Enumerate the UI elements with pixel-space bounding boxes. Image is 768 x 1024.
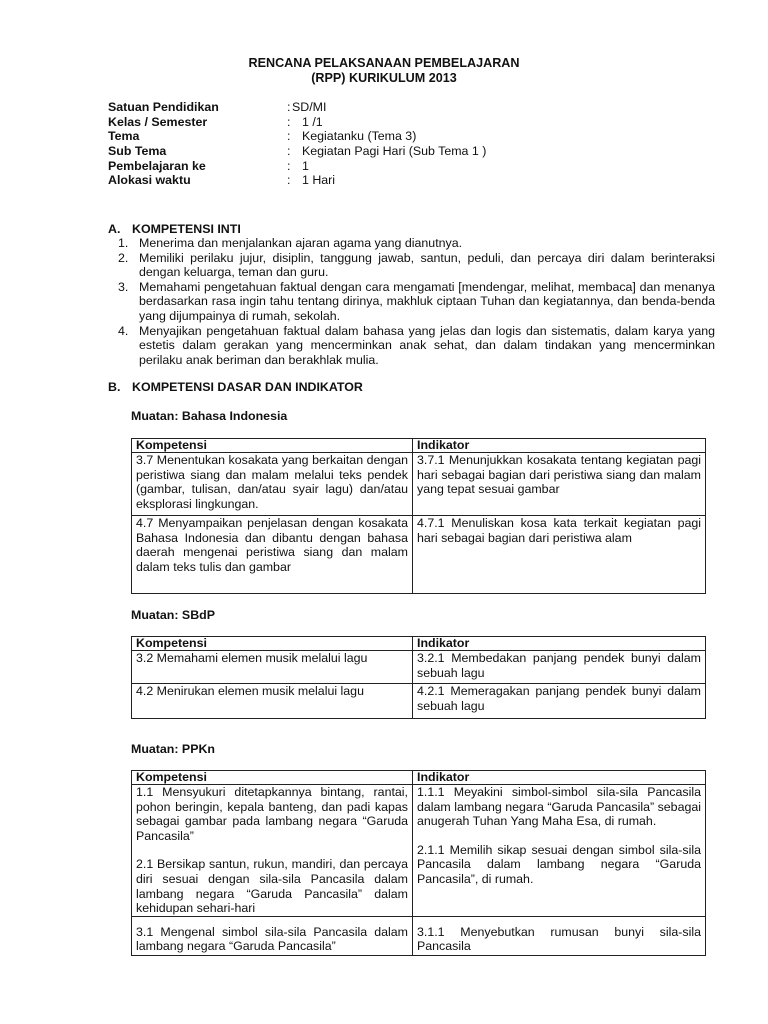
header-kompetensi: Kompetensi (132, 439, 413, 453)
list-number: 4. (118, 323, 129, 338)
list-text: Memahami pengetahuan faktual dengan cara mengamati [mendengar, melihat, membaca] dan menanya berdasarkan rasa ingin tahu tentang dirinya, makhluk ciptaan Tuhan dan kegiatannya, dan benda-benda yang dijumpainya di rumah, sekolah. (139, 279, 715, 323)
info-label: Tema (108, 129, 140, 144)
cell-text: 1.1 Mensyukuri ditetapkannya bintang, rantai, pohon beringin, kepala banteng, dan padi kapas sebagai gambar pada lambang negara “Garuda Pancasila” (136, 785, 408, 843)
info-label: Sub Tema (108, 144, 167, 159)
section-heading-kompetensi-inti (108, 222, 241, 237)
info-colon: : (287, 158, 291, 173)
info-value: 1 (302, 158, 309, 173)
table-row (132, 651, 706, 684)
identity-block (108, 100, 668, 188)
cell-text: 3.1.1 Menyebutkan rumusan bunyi sila-sila Pancasila (417, 924, 701, 954)
table-row (132, 916, 706, 955)
document-title: RENCANA PELAKSANAAN PEMBELAJARAN (248, 56, 520, 70)
table-row (132, 516, 706, 594)
kd-table-sbdp (131, 636, 706, 719)
list-number: 1. (118, 236, 129, 250)
cell-text: 4.2.1 Memeragakan panjang pendek bunyi dalam sebuah lagu (417, 684, 701, 713)
info-row (108, 159, 668, 174)
cell-text: 3.2.1 Membedakan panjang pendek bunyi dalam sebuah lagu (417, 651, 701, 680)
muatan-heading-ppkn: Muatan: PPKn (131, 742, 215, 756)
table-row (132, 453, 706, 516)
info-value: 1 Hari (302, 173, 336, 188)
cell-text: 4.7 Menyampaikan penjelasan dengan kosakata Bahasa Indonesia dan dibantu dengan bahasa daerah mengenai peristiwa siang dan malam dalam teks tulis dan gambar (136, 516, 408, 574)
list-item (108, 280, 715, 324)
cell-indikator (413, 516, 706, 594)
cell-text: 4.7.1 Menuliskan kosa kata terkait kegiatan pagi hari sebagai bagian dari peristiwa alam (417, 516, 701, 545)
list-text: Menerima dan menjalankan ajaran agama yang dianutnya. (139, 236, 463, 250)
info-value: Kegiatanku (Tema 3) (302, 129, 417, 144)
cell-text: 3.1 Mengenal simbol sila-sila Pancasila dalam lambang negara “Garuda Pancasila” (136, 924, 408, 954)
info-label: Pembelajaran ke (108, 158, 206, 173)
section-letter: A. (108, 222, 121, 236)
cell-text: 3.2 Memahami elemen musik melalui lagu (136, 651, 368, 665)
kd-table-ppkn (131, 770, 706, 956)
cell-kompetensi (132, 684, 413, 719)
cell-kompetensi (132, 453, 413, 516)
cell-text: 1.1.1 Meyakini simbol-simbol sila-sila Pancasila dalam lambang negara “Garuda Pancasila” sebagai anugerah Tuhan Yang Maha Esa, di rumah. (417, 785, 701, 829)
info-value: Kegiatan Pagi Hari (Sub Tema 1 ) (302, 144, 487, 159)
info-row (108, 115, 668, 130)
table-row (132, 684, 706, 719)
list-item (108, 251, 715, 280)
cell-text: 2.1.1 Memilih sikap sesuai dengan simbol sila-sila Pancasila dalam lambang negara “Garuda Pancasila”, di rumah. (417, 842, 701, 886)
cell-kompetensi (132, 516, 413, 594)
cell-text: 4.2 Menirukan elemen musik melalui lagu (136, 684, 364, 698)
cell-kompetensi (132, 785, 413, 917)
header-indikator: Indikator (413, 771, 706, 785)
cell-text: 2.1 Bersikap santun, rukun, mandiri, dan percaya diri sesuai dengan sila-sila Pancasila dalam lambang negara “Garuda Pancasila” dalam kehidupan sehari-hari (136, 857, 408, 916)
list-number: 2. (118, 250, 129, 265)
cell-indikator (413, 916, 706, 955)
header-kompetensi: Kompetensi (132, 771, 413, 785)
info-value: 1 /1 (302, 114, 323, 129)
table-header-row (132, 771, 706, 785)
section-title: KOMPETENSI INTI (132, 222, 241, 236)
info-row (108, 129, 668, 144)
cell-indikator (413, 453, 706, 516)
header-kompetensi: Kompetensi (132, 637, 413, 651)
info-row (108, 173, 668, 188)
list-text: Menyajikan pengetahuan faktual dalam bahasa yang jelas dan logis dan sistematis, dalam karya yang estetis dalam gerakan yang mencerminkan anak sehat, dan dalam tindakan yang mencerminkan perilaku anak beriman dan berakhlak mulia. (139, 323, 715, 367)
list-text: Memiliki perilaku jujur, disiplin, tanggung jawab, santun, peduli, dan percaya diri dalam berinteraksi dengan keluarga, teman dan guru. (139, 250, 715, 280)
section-heading-kompetensi-dasar (108, 380, 363, 395)
list-item (108, 236, 715, 251)
info-label: Satuan Pendidikan (108, 100, 219, 114)
cell-kompetensi (132, 651, 413, 684)
list-number: 3. (118, 279, 129, 294)
cell-kompetensi (132, 916, 413, 955)
info-label: Alokasi waktu (108, 173, 191, 188)
kompetensi-inti-list (108, 236, 715, 367)
kd-table-bahasa-indonesia (131, 438, 706, 594)
document-subtitle: (RPP) KURIKULUM 2013 (311, 71, 457, 85)
cell-text: 3.7.1 Menunjukkan kosakata tentang kegiatan pagi hari sebagai bagian dari peristiwa siang dan malam yang tepat sesuai gambar (417, 453, 701, 497)
info-value: SD/MI (292, 100, 327, 114)
table-row (132, 785, 706, 917)
cell-indikator (413, 684, 706, 719)
muatan-heading-sbdp: Muatan: SBdP (131, 608, 215, 622)
table-header-row (132, 439, 706, 453)
section-title: KOMPETENSI DASAR DAN INDIKATOR (132, 380, 363, 394)
section-letter: B. (108, 380, 121, 394)
info-colon: : (287, 129, 291, 144)
info-colon: : (287, 144, 291, 159)
list-item (108, 324, 715, 368)
spacer (136, 843, 408, 857)
cell-indikator (413, 785, 706, 917)
header-indikator: Indikator (413, 637, 706, 651)
info-colon: : (287, 114, 291, 129)
info-colon: : (287, 100, 291, 114)
info-row (108, 144, 668, 159)
spacer (417, 829, 701, 843)
table-header-row (132, 637, 706, 651)
cell-indikator (413, 651, 706, 684)
info-colon: : (287, 173, 291, 188)
info-row (108, 100, 668, 115)
info-label: Kelas / Semester (108, 114, 208, 129)
muatan-heading-bahasa-indonesia: Muatan: Bahasa Indonesia (131, 409, 288, 423)
cell-text: 3.7 Menentukan kosakata yang berkaitan dengan peristiwa siang dan malam melalui teks pendek (gambar, tulisan, dan/atau syair lagu) dan/atau eksplorasi lingkungan. (136, 453, 408, 511)
header-indikator: Indikator (413, 439, 706, 453)
